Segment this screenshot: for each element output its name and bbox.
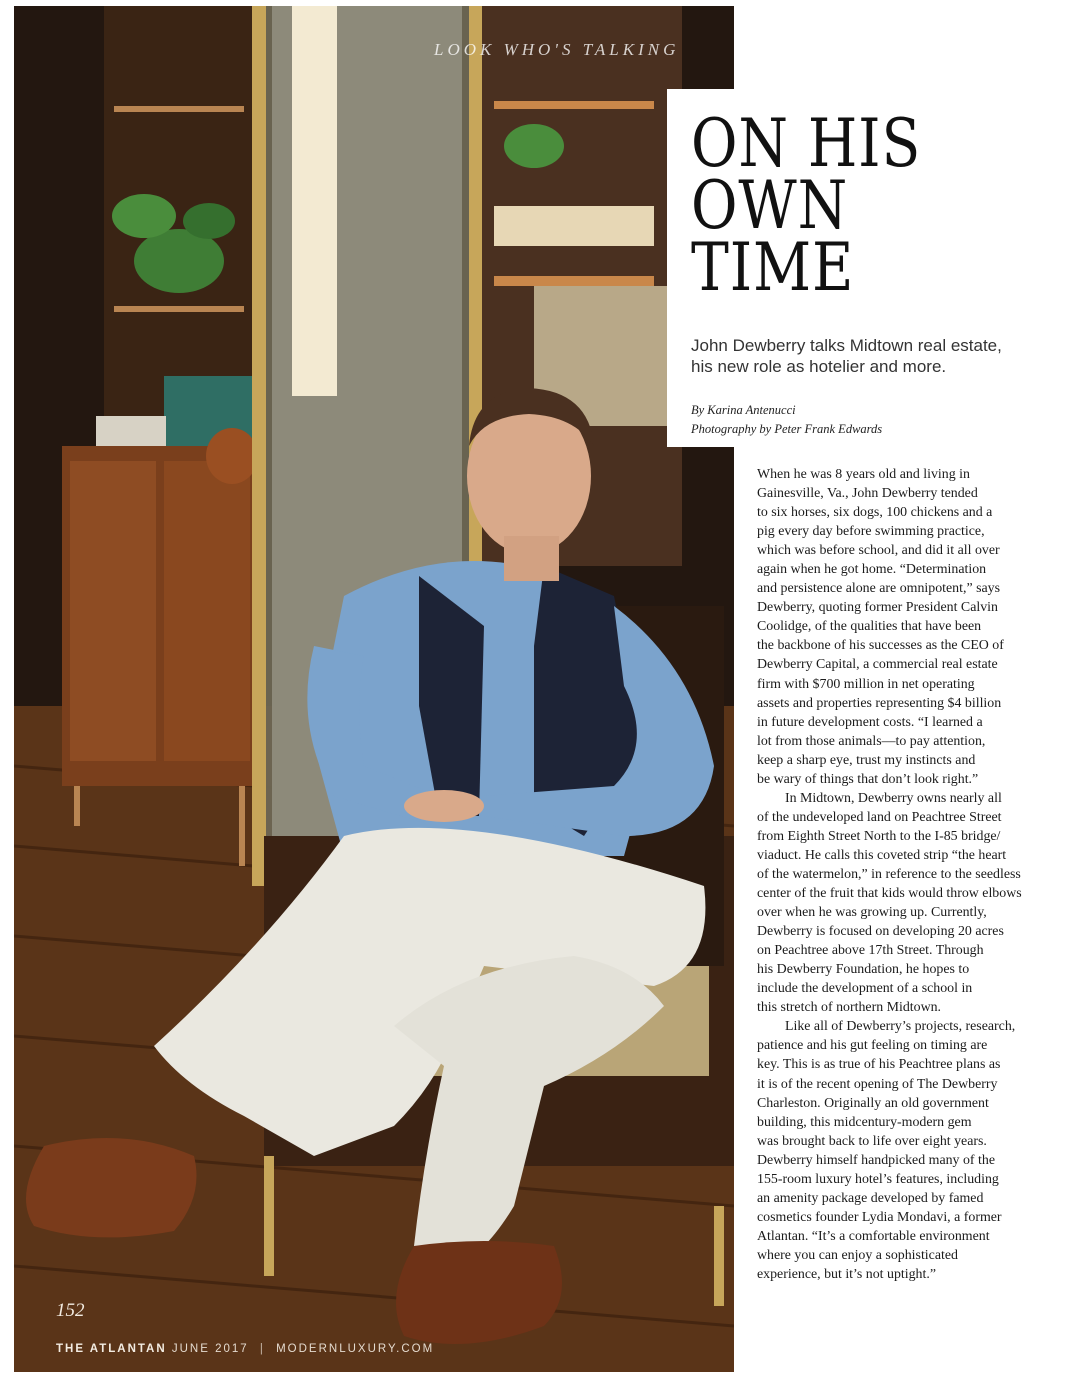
footer-separator: |	[259, 1343, 265, 1355]
footer-issue: JUNE 2017	[171, 1343, 249, 1355]
article-body	[757, 465, 1043, 1284]
body-line: 155-room luxury hotel’s features, including	[757, 1171, 999, 1187]
body-line: firm with $700 million in net operating	[757, 676, 975, 692]
body-line: an amenity package developed by famed	[757, 1190, 984, 1206]
portrait-illustration	[14, 6, 734, 1372]
body-line: viaduct. He calls this coveted strip “the heart	[757, 847, 1007, 863]
credits	[691, 401, 1077, 439]
body-line: key. This is as true of his Peachtree plans as	[757, 1057, 1001, 1073]
body-line: of the watermelon,” in reference to the seedless	[757, 866, 1021, 882]
body-line: lot from those animals—to pay attention,	[757, 733, 986, 749]
title-box	[667, 89, 1077, 447]
body-line: be wary of things that don’t look right.”	[757, 771, 979, 787]
body-line: Like all of Dewberry’s projects, research,	[785, 1019, 1016, 1035]
headline-line: TIME	[691, 229, 855, 306]
headline-line: ON HIS	[691, 105, 922, 182]
body-line: of the undeveloped land on Peachtree Street	[757, 809, 1002, 825]
body-line: building, this midcentury-modern gem	[757, 1114, 972, 1130]
body-line: include the development of a school in	[757, 981, 973, 997]
body-line: Coolidge, of the qualities that have been	[757, 619, 982, 635]
footer-website: MODERNLUXURY.COM	[276, 1343, 435, 1355]
body-line: again when he got home. “Determination	[757, 562, 987, 578]
portrait-photo	[14, 6, 734, 1372]
deck	[691, 335, 1077, 377]
body-line: In Midtown, Dewberry owns nearly all	[785, 790, 1002, 806]
footer-magazine: THE ATLANTAN	[56, 1343, 167, 1355]
page-number: 152	[56, 1300, 85, 1321]
body-line: over when he was growing up. Currently,	[757, 905, 987, 921]
body-line: experience, but it’s not uptight.”	[757, 1266, 936, 1282]
body-line: in future development costs. “I learned a	[757, 714, 983, 730]
body-line: his Dewberry Foundation, he hopes to	[757, 962, 970, 978]
body-line: Dewberry, quoting former President Calvin	[757, 600, 998, 616]
body-line: Charleston. Originally an old government	[757, 1095, 989, 1111]
body-line: pig every day before swimming practice,	[757, 524, 985, 540]
body-line: Atlantan. “It’s a comfortable environment	[757, 1228, 990, 1244]
body-line: where you can enjoy a sophisticated	[757, 1247, 958, 1263]
body-line: which was before school, and did it all over	[757, 543, 1000, 559]
body-line: cosmetics founder Lydia Mondavi, a former	[757, 1209, 1002, 1225]
deck-line: his new role as hotelier and more.	[691, 357, 947, 376]
body-line: assets and properties representing $4 billion	[757, 695, 1002, 711]
body-line: it is of the recent opening of The Dewberry	[757, 1076, 998, 1092]
body-line: keep a sharp eye, trust my instincts and	[757, 752, 976, 768]
body-line: from Eighth Street North to the I-85 bridge/	[757, 828, 1001, 844]
body-line: When he was 8 years old and living in	[757, 467, 970, 482]
body-line: on Peachtree above 17th Street. Through	[757, 943, 984, 959]
deck-line: John Dewberry talks Midtown real estate,	[691, 336, 1002, 355]
headline	[691, 105, 1023, 306]
body-line: Gainesville, Va., John Dewberry tended	[757, 486, 978, 502]
body-line: Dewberry himself handpicked many of the	[757, 1152, 995, 1168]
body-line: Dewberry Capital, a commercial real estate	[757, 657, 998, 673]
footer	[56, 1343, 434, 1355]
section-tag: LOOK WHO'S TALKING	[434, 40, 680, 59]
body-line: this stretch of northern Midtown.	[757, 1000, 942, 1016]
body-line: Dewberry is focused on developing 20 acres	[757, 924, 1004, 940]
body-line: was brought back to life over eight years.	[757, 1133, 987, 1149]
body-line: and persistence alone are omnipotent,” says	[757, 581, 1000, 597]
body-line: patience and his gut feeling on timing are	[757, 1038, 988, 1054]
body-line: center of the fruit that kids would throw elbows	[757, 886, 1022, 902]
byline: By Karina Antenucci	[691, 403, 796, 417]
body-line: the backbone of his successes as the CEO of	[757, 638, 1004, 654]
photo-credit: Photography by Peter Frank Edwards	[691, 422, 883, 436]
headline-line: OWN	[691, 167, 849, 244]
body-line: to six horses, six dogs, 100 chickens and a	[757, 505, 993, 521]
